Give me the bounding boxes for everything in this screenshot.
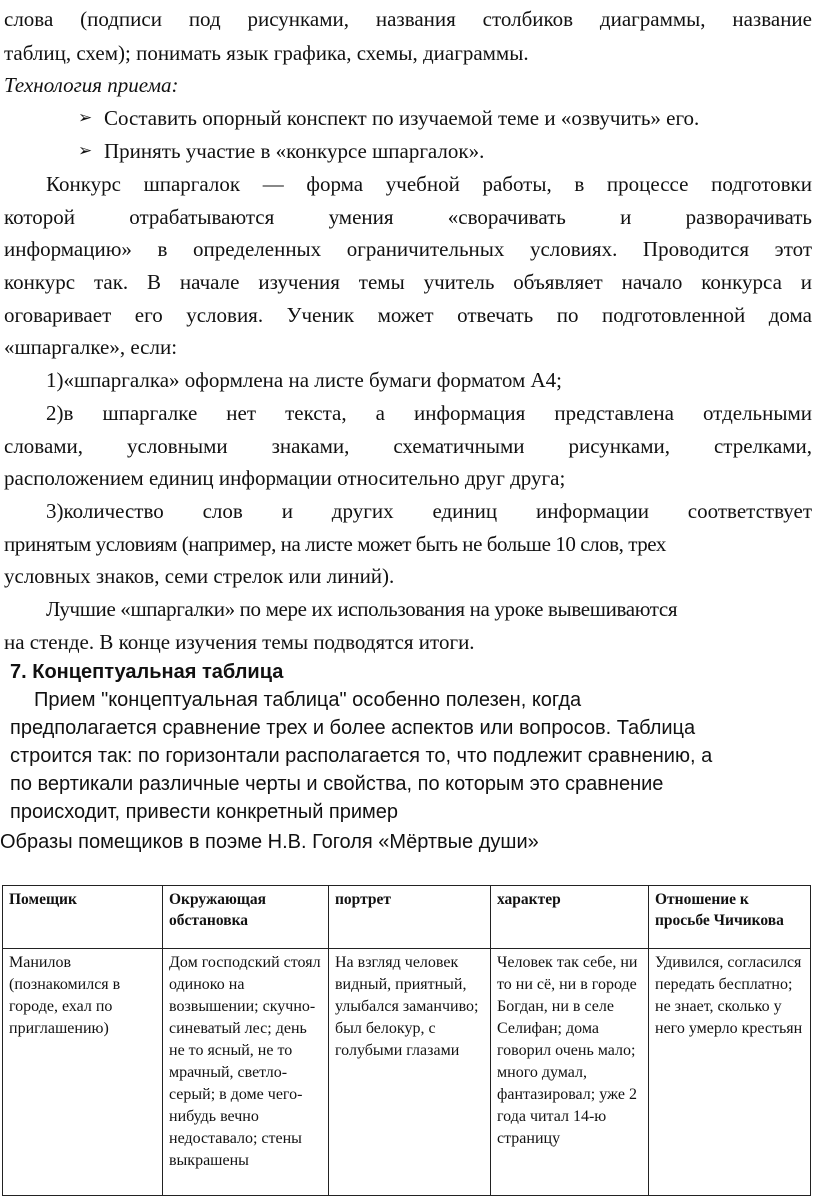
text-line: оговаривает его условия. Ученик может отвечать по подготовленной дома: [4, 303, 812, 327]
text-line: по вертикали различные черты и свойства, по которым это сравнение: [10, 773, 664, 795]
bullet-item: Принять участие в «конкурсе шпаргалок».: [104, 139, 485, 163]
header-surroundings: Окружающая обстановка: [163, 886, 329, 949]
cell-landowner: Манилов (познакомился в городе, ехал по приглашению): [3, 949, 163, 1196]
concept-table: [2, 885, 811, 1196]
text-line: Конкурс шпаргалок — форма учебной работы, в процессе подготовки: [46, 172, 812, 196]
cell-attitude: Удивился, согласился передать бесплатно; не знает, сколько у него умерло крестьян: [649, 949, 811, 1196]
text-line: принятым условиям (например, на листе может быть не больше 10 слов, трех: [4, 532, 666, 556]
header-portrait: портрет: [329, 886, 491, 949]
table-row: [3, 949, 811, 1196]
header-character: характер: [491, 886, 649, 949]
cell-portrait: На взгляд человек видный, приятный, улыбался заманчиво; был белокур, с голубыми глазами: [329, 949, 491, 1196]
bullet-item: Составить опорный конспект по изучаемой теме и «озвучить» его.: [104, 106, 700, 130]
header-attitude: Отношение к просьбе Чичикова: [649, 886, 811, 949]
cell-surroundings: Дом господский стоял одиноко на возвышении; скучно- синеватый лес; день не то ясный, не то мрачный, светло-серый; в доме чего-нибудь вечно недоставало; стены выкрашены: [163, 949, 329, 1196]
text-line: происходит, привести конкретный пример: [10, 801, 399, 823]
technique-label: Технология приема:: [4, 73, 179, 97]
table-header-row: [3, 886, 811, 949]
text-line: на стенде. В конце изучения темы подводятся итоги.: [4, 630, 475, 654]
text-line: «шпаргалке», если:: [4, 335, 178, 359]
text-line: Лучшие «шпаргалки» по мере их использования на уроке вывешиваются: [46, 597, 678, 621]
table-title: Образы помещиков в поэме Н.В. Гоголя «Мёртвые души»: [0, 831, 539, 853]
condition-3: 3)количество слов и других единиц информации соответствует: [46, 499, 812, 523]
text-line: таблиц, схем); понимать язык графика, схемы, диаграммы.: [4, 41, 529, 65]
condition-1: 1)«шпаргалка» оформлена на листе бумаги форматом А4;: [46, 368, 562, 392]
text-line: условных знаков, семи стрелок или линий).: [4, 564, 395, 588]
text-line: конкурс так. В начале изучения темы учитель объявляет начало конкурса и: [4, 270, 812, 294]
text-line: информацию» в определенных ограничительных условиях. Проводится этот: [4, 237, 812, 261]
condition-2: 2)в шпаргалке нет текста, а информация представлена отдельными: [46, 401, 812, 425]
arrow-bullet-icon: ➢: [78, 141, 93, 160]
section-heading: 7. Концептуальная таблица: [10, 661, 284, 683]
text-line: предполагается сравнение трех и более аспектов или вопросов. Таблица: [10, 717, 696, 739]
arrow-bullet-icon: ➢: [78, 108, 93, 127]
cell-character: Человек так себе, ни то ни сё, ни в городе Богдан, ни в селе Селифан; дома говорил очень мало; много думал, фантазировал; уже 2 года читал 14-ю страницу: [491, 949, 649, 1196]
text-line: которой отрабатываются умения «сворачивать и разворачивать: [4, 205, 812, 229]
text-line: словами, условными знаками, схематичными рисунками, стрелками,: [4, 434, 812, 458]
text-line: расположением единиц информации относительно друг друга;: [4, 466, 566, 490]
text-line: слова (подписи под рисунками, названия столбиков диаграммы, название: [4, 7, 812, 31]
text-line: Прием "концептуальная таблица" особенно полезен, когда: [34, 689, 582, 711]
header-landowner: Помещик: [3, 886, 163, 949]
text-line: строится так: по горизонтали располагается то, что подлежит сравнению, а: [10, 745, 713, 767]
